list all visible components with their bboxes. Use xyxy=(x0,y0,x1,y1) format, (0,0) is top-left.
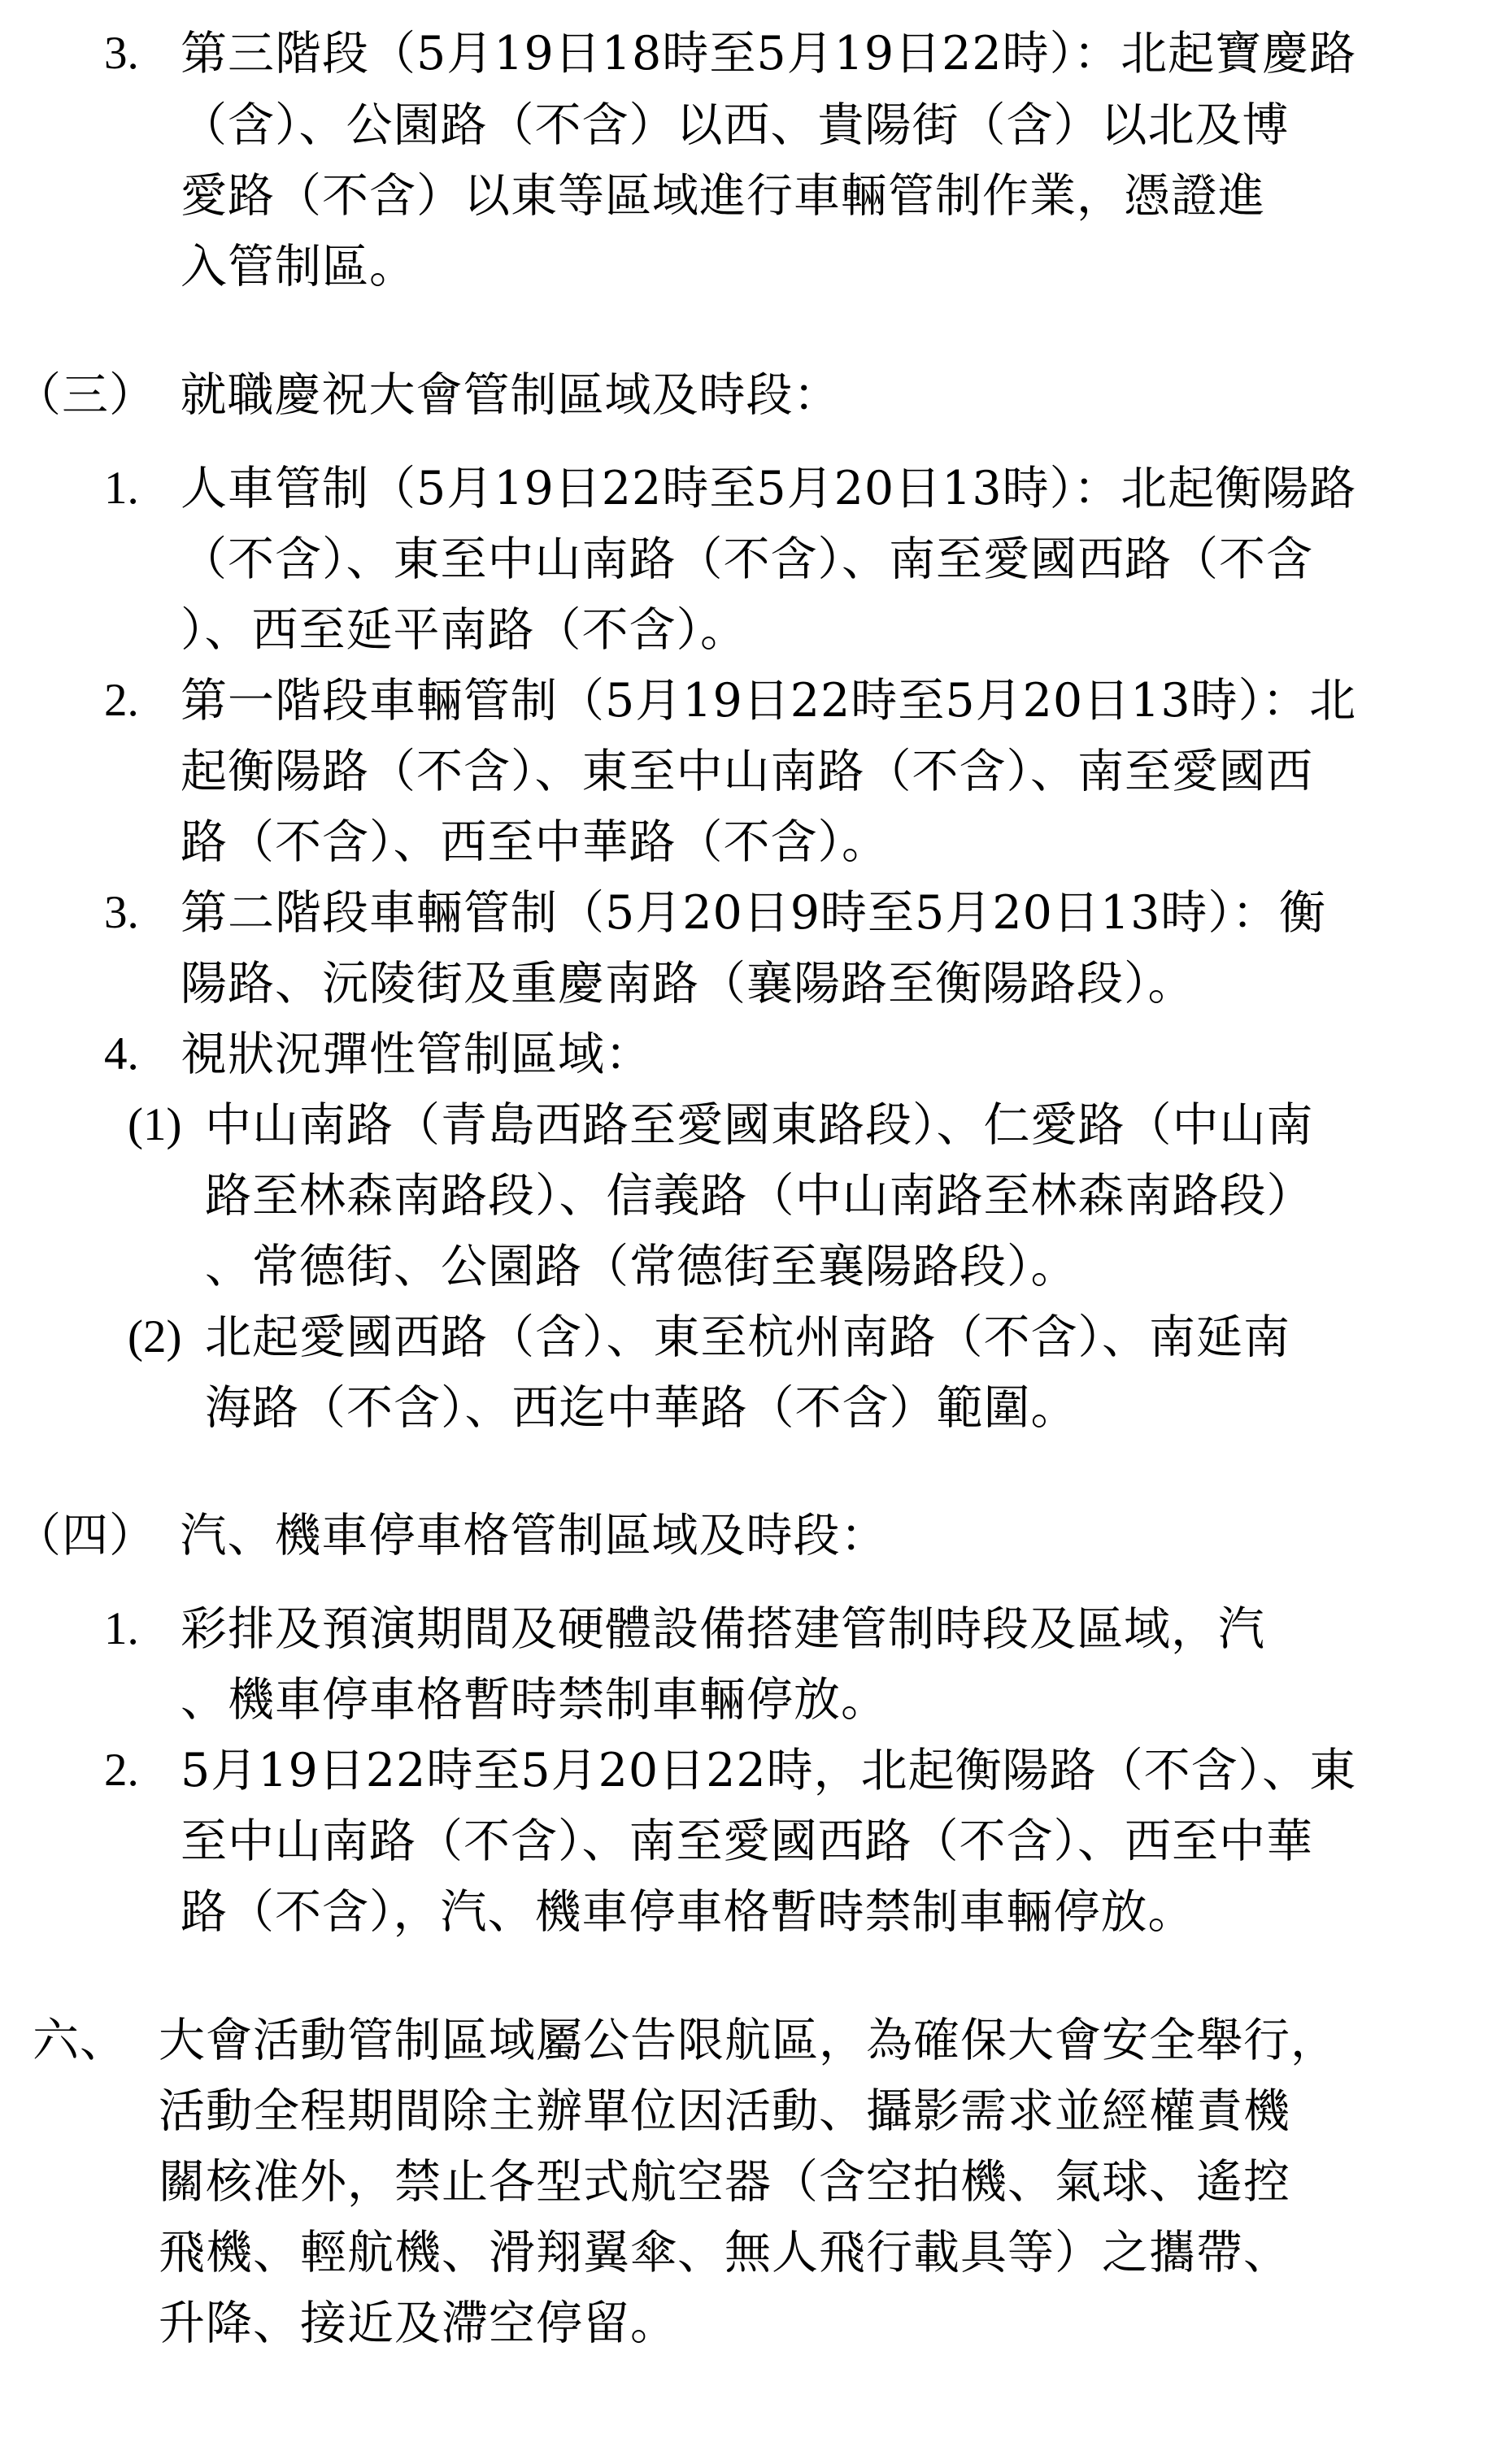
item-number: 3. xyxy=(104,28,139,79)
article-text-line: 大會活動管制區域屬公告限航區，為確保大會安全舉行， xyxy=(159,2014,1338,2067)
item-text-line: 第二階段車輛管制（5月20日9時至5月20日13時）：衡 xyxy=(181,886,1326,940)
section-heading: （三） 就職慶祝大會管制區域及時段： xyxy=(15,368,841,422)
subitem-text-line: 路至林森南路段）、信義路（中山南路至林森南路段） xyxy=(205,1169,1314,1223)
section-heading: （四） 汽、機車停車格管制區域及時段： xyxy=(15,1509,888,1562)
item-text-line: 路（不含），汽、機車停車格暫時禁制車輛停放。 xyxy=(181,1885,1195,1939)
item-text-line: 入管制區。 xyxy=(181,240,416,293)
item-text-line: （含）、公園路（不含）以西、貴陽街（含）以北及博 xyxy=(181,98,1290,152)
item-text-line: 彩排及預演期間及硬體設備搭建管制時段及區域，汽 xyxy=(181,1602,1265,1656)
item-number: 4. xyxy=(104,1028,139,1080)
item-text-line: （不含）、東至中山南路（不含）、南至愛國西路（不含 xyxy=(181,532,1313,586)
subitem-text-line: 北起愛國西路（含）、東至杭州南路（不含）、南延南 xyxy=(205,1310,1290,1364)
item-number: 2. xyxy=(104,675,139,726)
item-text-line: 陽路、沅陵街及重慶南路（襄陽路至衡陽路段）。 xyxy=(181,957,1195,1010)
article-number: 六、 xyxy=(33,2014,127,2067)
item-number: 1. xyxy=(104,463,139,514)
item-number: 2. xyxy=(104,1745,139,1796)
article-text-line: 飛機、輕航機、滑翔翼傘、無人飛行載具等）之攜帶、 xyxy=(159,2226,1290,2279)
item-text-line: 第三階段（5月19日18時至5月19日22時）：北起寶慶路 xyxy=(181,27,1357,80)
subitem-text-line: 、常德街、公園路（常德街至襄陽路段）。 xyxy=(205,1240,1078,1293)
article-text-line: 關核准外，禁止各型式航空器（含空拍機、氣球、遙控 xyxy=(159,2155,1290,2209)
item-text-line: 路（不含）、西至中華路（不含）。 xyxy=(181,815,889,869)
item-text-line: 至中山南路（不含）、南至愛國西路（不含）、西至中華 xyxy=(181,1814,1313,1868)
subitem-text-line: 中山南路（青島西路至愛國東路段）、仁愛路（中山南 xyxy=(205,1098,1314,1152)
subitem-text-line: 海路（不含）、西迄中華路（不含）範圍。 xyxy=(205,1381,1078,1435)
item-text-line: 愛路（不含）以東等區域進行車輛管制作業，憑證進 xyxy=(181,169,1265,223)
item-text-line: 人車管制（5月19日22時至5月20日13時）：北起衡陽路 xyxy=(181,462,1357,515)
item-number: 1. xyxy=(104,1603,139,1654)
item-text-line: 、機車停車格暫時禁制車輛停放。 xyxy=(181,1673,888,1727)
item-text-line: ）、西至延平南路（不含）。 xyxy=(181,603,747,657)
item-text-line: 5月19日22時至5月20日22時，北起衡陽路（不含）、東 xyxy=(181,1744,1357,1797)
item-text-line: 第一階段車輛管制（5月19日22時至5月20日13時）：北 xyxy=(181,674,1357,728)
article-text-line: 活動全程期間除主辦單位因活動、攝影需求並經權責機 xyxy=(159,2084,1290,2138)
subitem-number: (2) xyxy=(128,1311,182,1362)
item-text-line: 視狀況彈性管制區域： xyxy=(181,1028,652,1081)
item-number: 3. xyxy=(104,887,139,938)
subitem-number: (1) xyxy=(128,1099,182,1150)
article-text-line: 升降、接近及滯空停留。 xyxy=(159,2297,677,2350)
item-text-line: 起衡陽路（不含）、東至中山南路（不含）、南至愛國西 xyxy=(181,745,1313,798)
